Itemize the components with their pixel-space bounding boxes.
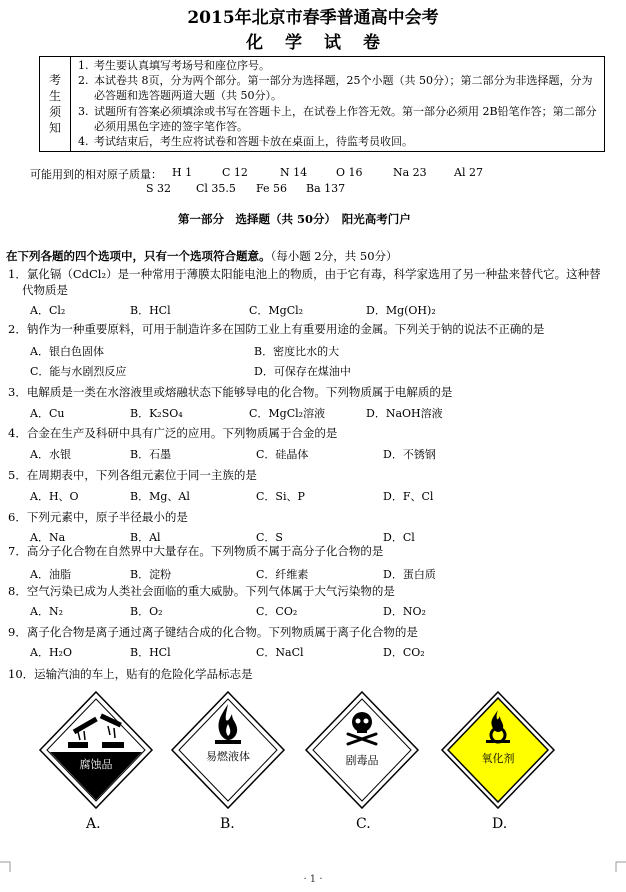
question-text: 氯化镉（CdCl₂）是一种常用于薄膜太阳能电池上的物质，由于它有毒，科学家选用了另一种盐来替代它。这种替 bbox=[26, 267, 601, 281]
atomic-mass-item: N 14 bbox=[280, 166, 308, 179]
notice-item bbox=[78, 58, 600, 73]
option-b[interactable]: B. bbox=[220, 816, 235, 832]
notice-item-text: 考生要认真填写考场号和座位序号。 bbox=[94, 59, 270, 72]
question-text: 空气污染已成为人类社会面临的重大威胁。下列气体属于大气污染物的是 bbox=[26, 584, 395, 598]
question-text: 运输汽油的车上，贴有的危险化学品标志是 bbox=[34, 667, 253, 681]
question-1 bbox=[8, 266, 601, 282]
option-c[interactable]: C．CO₂ bbox=[256, 605, 298, 618]
flammable-liquid-sign[interactable] bbox=[170, 690, 286, 810]
oxidizer-sign-label: 氧化剂 bbox=[481, 752, 515, 765]
question-text: 电解质是一类在水溶液里或熔融状态下能够导电的化合物。下列物质属于电解质的是 bbox=[26, 385, 453, 399]
option-b[interactable]: B．HCl bbox=[130, 646, 171, 659]
question-number: 9． bbox=[8, 625, 27, 639]
atomic-mass-item: Fe 56 bbox=[256, 182, 288, 195]
option-a[interactable]: A．银白色固体 bbox=[30, 345, 104, 358]
oxidizer-sign[interactable] bbox=[440, 690, 556, 810]
notice-side-char: 生 bbox=[48, 89, 61, 103]
notice-item-num: 3. bbox=[78, 104, 89, 118]
option-c[interactable]: C．纤维素 bbox=[256, 568, 309, 581]
option-c[interactable]: C．MgCl₂ bbox=[249, 304, 304, 317]
question-number: 2． bbox=[8, 322, 27, 336]
notice-item-num: 4. bbox=[78, 135, 89, 149]
question-text: 在周期表中，下列各组元素位于同一主族的是 bbox=[26, 468, 257, 482]
option-c[interactable]: C．NaCl bbox=[256, 646, 304, 659]
crop-mark bbox=[0, 860, 12, 872]
question-number: 7． bbox=[8, 544, 27, 558]
section-title: 第一部分 选择题（共 50分） 阳光高考门户 bbox=[178, 212, 411, 226]
question-number: 1． bbox=[8, 267, 27, 281]
exam-title: 2015年北京市春季普通高中会考 bbox=[187, 8, 439, 28]
option-d[interactable]: D．NaOH溶液 bbox=[366, 407, 443, 420]
question-9 bbox=[8, 624, 418, 640]
option-d[interactable]: D．可保存在煤油中 bbox=[254, 365, 351, 378]
option-b[interactable]: B．密度比水的大 bbox=[254, 345, 340, 358]
question-5 bbox=[8, 467, 257, 483]
page-number: · 1 · bbox=[303, 874, 323, 885]
atomic-mass-item: H 1 bbox=[172, 166, 193, 179]
option-a[interactable]: A．H、O bbox=[30, 490, 79, 503]
question-4 bbox=[8, 425, 337, 441]
question-2 bbox=[8, 321, 544, 337]
option-a[interactable]: A．水银 bbox=[30, 448, 71, 461]
option-d[interactable]: D．CO₂ bbox=[383, 646, 425, 659]
option-a[interactable]: A．H₂O bbox=[30, 646, 72, 659]
notice-item-text: 考试结束后，考生应将试卷和答题卡放在桌面上，待监考员收回。 bbox=[94, 135, 413, 149]
question-number: 4． bbox=[8, 426, 27, 440]
option-a[interactable]: A．N₂ bbox=[30, 605, 63, 618]
notice-side-char: 须 bbox=[48, 105, 61, 119]
corrosive-sign[interactable] bbox=[38, 690, 154, 810]
option-a[interactable]: A．Cl₂ bbox=[30, 304, 66, 317]
option-d[interactable]: D．不锈钢 bbox=[383, 448, 436, 461]
notice-side-label bbox=[40, 57, 71, 151]
question-number: 5． bbox=[8, 468, 27, 482]
option-d[interactable]: D．NO₂ bbox=[383, 605, 426, 618]
option-b[interactable]: B．Mg、Al bbox=[130, 490, 190, 503]
exam-subtitle: 化学试卷 bbox=[246, 33, 402, 53]
option-b[interactable]: B．Al bbox=[130, 531, 161, 544]
crop-mark bbox=[614, 860, 626, 872]
notice-items bbox=[78, 58, 600, 149]
question-1-line2: 代物质是 bbox=[22, 283, 68, 297]
question-3 bbox=[8, 384, 452, 400]
question-text: 合金在生产及科研中具有广泛的应用。下列物质属于合金的是 bbox=[26, 426, 338, 440]
option-d[interactable]: D. bbox=[492, 816, 508, 832]
instruction-normal: （每小题 2分，共 50分） bbox=[270, 249, 398, 263]
atomic-mass-label: 可能用到的相对原子质量： bbox=[30, 168, 162, 181]
question-number: 8． bbox=[8, 584, 27, 598]
option-c[interactable]: C．硅晶体 bbox=[256, 448, 309, 461]
option-a[interactable]: A．油脂 bbox=[30, 568, 71, 581]
notice-item-text: 试题所有答案必须填涂或书写在答题卡上，在试卷上作答无效。第一部分必须用 2B铅笔作答；第二部分必须用黑色字迹的签字笔作答。 bbox=[94, 104, 597, 133]
notice-item-text: 本试卷共 8页，分为两个部分。第一部分为选择题，25个小题（共 50分）；第二部分为非选择题，分为必答题和选答题两道大题（共 50分）。 bbox=[94, 74, 593, 103]
instruction bbox=[6, 248, 398, 264]
option-b[interactable]: B．石墨 bbox=[130, 448, 172, 461]
question-text: 钠作为一种重要原料，可用于制造许多在国防工业上有重要用途的金属。下列关于钠的说法不正确的是 bbox=[26, 322, 545, 336]
option-c[interactable]: C. bbox=[356, 816, 371, 832]
notice-side-char: 知 bbox=[48, 121, 61, 135]
question-text: 下列元素中，原子半径最小的是 bbox=[26, 510, 188, 524]
notice-side-char: 考 bbox=[48, 73, 61, 87]
option-b[interactable]: B．HCl bbox=[130, 304, 171, 317]
option-c[interactable]: C．Si、P bbox=[256, 490, 305, 503]
candidate-notice-box bbox=[39, 56, 605, 152]
option-d[interactable]: D．蛋白质 bbox=[383, 568, 436, 581]
question-number: 3． bbox=[8, 385, 27, 399]
notice-item bbox=[78, 73, 600, 103]
atomic-mass-item: Cl 35.5 bbox=[196, 182, 236, 195]
question-text: 高分子化合物在自然界中大量存在。下列物质不属于高分子化合物的是 bbox=[26, 544, 384, 558]
notice-item-num: 2. bbox=[78, 74, 89, 88]
toxic-sign[interactable] bbox=[304, 690, 420, 810]
option-d[interactable]: D．Mg(OH)₂ bbox=[366, 304, 436, 317]
atomic-mass-item: O 16 bbox=[336, 166, 363, 179]
instruction-bold: 在下列各题的四个选项中，只有一个选项符合题意。 bbox=[6, 249, 271, 263]
option-a[interactable]: A．Na bbox=[30, 531, 66, 544]
question-number: 6． bbox=[8, 510, 27, 524]
toxic-sign-label: 剧毒品 bbox=[345, 754, 379, 767]
notice-item bbox=[78, 104, 600, 134]
option-d[interactable]: D．Cl bbox=[383, 531, 415, 544]
corrosive-sign-label: 腐蚀品 bbox=[79, 758, 113, 771]
notice-item-num: 1. bbox=[78, 59, 89, 72]
atomic-mass-item: S 32 bbox=[146, 182, 172, 195]
question-7 bbox=[8, 543, 383, 559]
atomic-mass-item: Ba 137 bbox=[306, 182, 346, 195]
question-8 bbox=[8, 583, 395, 599]
option-b[interactable]: B．K₂SO₄ bbox=[130, 407, 183, 420]
question-text: 离子化合物是离子通过离子键结合成的化合物。下列物质属于离子化合物的是 bbox=[26, 625, 418, 639]
atomic-mass-item: Al 27 bbox=[454, 166, 483, 179]
option-d[interactable]: D．F、Cl bbox=[383, 490, 434, 503]
atomic-mass-item: Na 23 bbox=[393, 166, 427, 179]
flammable-liquid-sign-label: 易燃液体 bbox=[206, 750, 250, 763]
option-b[interactable]: B．O₂ bbox=[130, 605, 163, 618]
question-10 bbox=[8, 666, 253, 682]
question-number: 10． bbox=[8, 667, 35, 681]
option-c[interactable]: C．能与水剧烈反应 bbox=[30, 365, 127, 378]
option-a[interactable]: A. bbox=[86, 816, 101, 832]
atomic-mass-item: C 12 bbox=[222, 166, 248, 179]
option-a[interactable]: A．Cu bbox=[30, 407, 65, 420]
notice-item bbox=[78, 134, 600, 149]
option-c[interactable]: C．S bbox=[256, 531, 283, 544]
option-b[interactable]: B．淀粉 bbox=[130, 568, 172, 581]
question-6 bbox=[8, 509, 188, 525]
option-c[interactable]: C．MgCl₂溶液 bbox=[249, 407, 326, 420]
